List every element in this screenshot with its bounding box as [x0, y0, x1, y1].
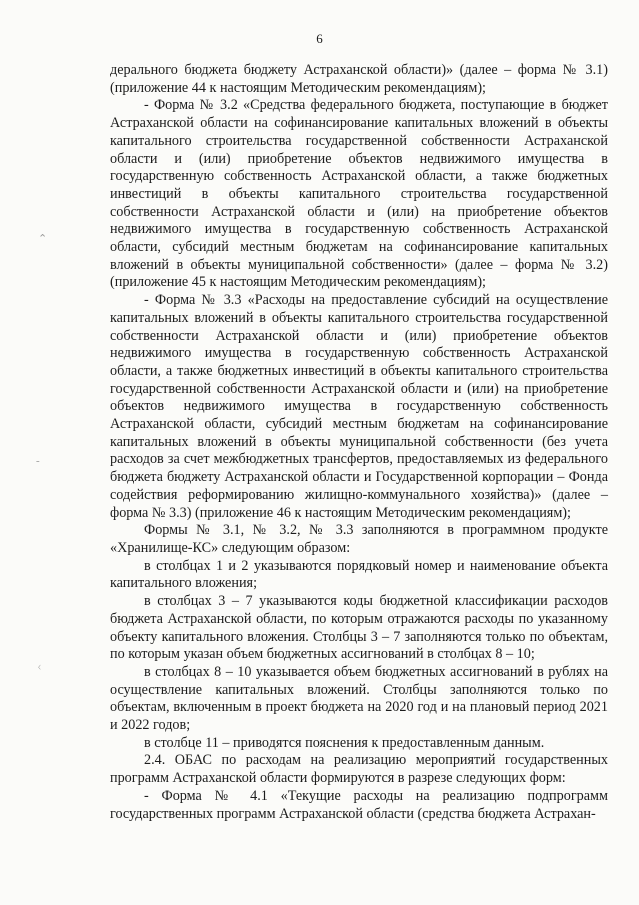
scan-mark: ᚲ [36, 662, 43, 674]
paragraph-forms-fill-intro: Формы № 3.1, № 3.2, № 3.3 заполняются в программном продукте «Хранилище-КС» следующим образом: [110, 522, 608, 556]
paragraph-columns-1-2: в столбцах 1 и 2 указываются порядковый номер и наименование объекта капитального вложения; [110, 557, 608, 592]
paragraph-form-4-1: - Форма № 4.1 «Текущие расходы на реализацию подпрограмм государственных программ Астраханской области (средства бюджета Астрахан- [110, 787, 608, 822]
paragraph-columns-8-10: в столбцах 8 – 10 указывается объем бюджетных ассигнований в рублях на осуществление капитальных вложений. Столбцы заполняются только по объектам, включенным в проект бюджета на 2020 год и на плановый период 2021 и 2022 годов; [110, 663, 608, 734]
page-number: 6 [316, 31, 323, 46]
scan-mark: - [36, 455, 40, 467]
paragraph-columns-3-7: в столбцах 3 – 7 указываются коды бюджетной классификации расходов бюджета Астраханской области, по которым отражаются расходы по указанному объекту капитального вложения. Столбцы 3 – 7 заполняются только по объектам, по которым указан объем бюджетных ассигнований в столбцах 8 – 10; [110, 593, 608, 663]
paragraph-section-2-4: 2.4. ОБАС по расходам на реализацию мероприятий государственных программ Астраханской области формируются в разрезе следующих форм: [110, 752, 608, 787]
document-body [110, 62, 608, 823]
paragraph-column-11: в столбце 11 – приводятся пояснения к предоставленным данным. [144, 734, 545, 751]
paragraph-form-3-1-continued: дерального бюджета бюджету Астраханской области)» (далее – форма № 3.1) (приложение 44 к настоящим Методическим рекомендациям); [110, 62, 608, 96]
paragraph-form-3-3: - Форма № 3.3 «Расходы на предоставление субсидий на осуществление капитальных вложений в объекты капитального строительства государственной собственности Астраханской области и (или) приобретение объектов недвижимого имущества в государственную собственность Астраханской области, а также бюджетных инвестиций в объекты капитального строительства государственной собственности Астраханской области и (или) на приобретение объектов недвижимого имущества в государственную собственность Астраханской области, субсидий местным бюджетам на софинансирование капитальных вложений в объекты муниципальной собственности (без учета расходов за счет межбюджетных трансфертов, предоставляемых из федерального бюджета бюджету Астраханской области и Государственной корпорации – Фонда содействия реформированию жилищно-коммунального хозяйства)» (далее – форма № 3.3) (приложение 46 к настоящим Методическим рекомендациям); [110, 292, 608, 521]
paragraph-form-3-2: - Форма № 3.2 «Средства федерального бюджета, поступающие в бюджет Астраханской области на софинансирование капитальных вложений в объекты капитального строительства государственной собственности Астраханской области и (или) приобретение объектов недвижимого имущества в государственную собственность Астраханской области, а также бюджетных инвестиций в объекты капитального строительства государственной собственности Астраханской области и (или) на приобретение объектов недвижимого имущества в государственную собственность Астраханской области, субсидий местным бюджетам на софинансирование капитальных вложений в объекты муниципальной собственности» (далее – форма № 3.2) (приложение 45 к настоящим Методическим рекомендациям); [110, 97, 608, 291]
scan-mark: ⌃ [38, 233, 48, 245]
